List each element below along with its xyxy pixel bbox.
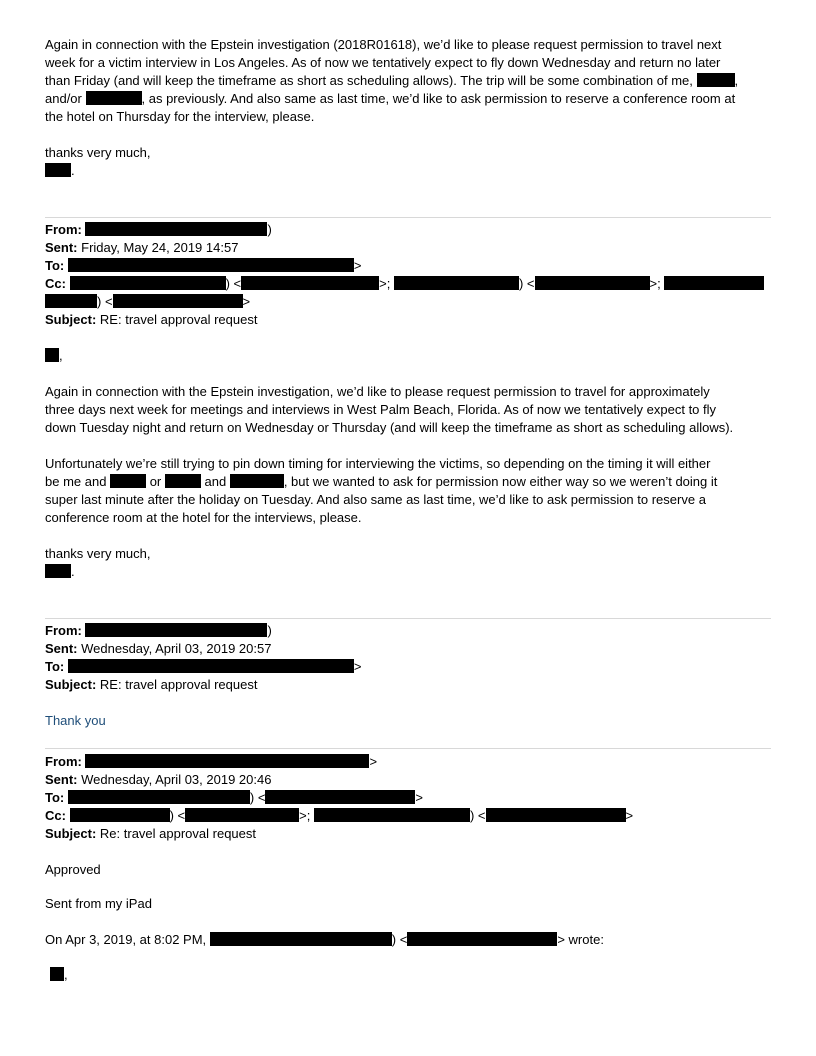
body-text: , <box>734 73 739 88</box>
body-text: > wrote: <box>557 932 604 947</box>
to-label: To: <box>45 258 65 273</box>
redaction-box <box>314 808 470 822</box>
body-text: and <box>204 474 227 489</box>
header-text: ) < <box>169 808 186 823</box>
sent-label: Sent: <box>45 240 78 255</box>
redaction-box <box>68 659 354 673</box>
header-sent <box>45 640 775 658</box>
body-line: the hotel on Thursday for the interview, please. <box>45 109 315 124</box>
header-to <box>45 789 775 807</box>
to-label: To: <box>45 659 65 674</box>
redaction-box <box>68 258 354 272</box>
email-body-2 <box>45 347 775 581</box>
redaction-box <box>113 294 243 308</box>
redaction-box <box>265 790 415 804</box>
header-text: > <box>353 258 362 273</box>
body-line: super last minute after the holiday on Tuesday. And also same as last time, we’d like to ask permission to reserve a <box>45 492 706 507</box>
sent-label: Sent: <box>45 772 78 787</box>
email-divider <box>45 748 771 749</box>
body-line: Approved <box>45 862 101 877</box>
header-subject <box>45 676 775 694</box>
cc-label: Cc: <box>45 808 66 823</box>
body-text: , <box>59 348 63 363</box>
header-text: > <box>353 659 362 674</box>
header-text: ) <box>267 623 272 638</box>
to-label: To: <box>45 790 65 805</box>
email-body-latest <box>45 36 775 180</box>
redaction-box <box>664 276 764 290</box>
header-text: > <box>625 808 634 823</box>
email-header-3 <box>45 753 775 843</box>
header-cc-cont <box>45 293 775 311</box>
email-signature <box>45 895 775 913</box>
redaction-box <box>697 73 735 87</box>
redaction-box <box>70 808 170 822</box>
subject-value: RE: travel approval request <box>99 312 258 327</box>
redaction-box <box>86 91 142 105</box>
redaction-box <box>241 276 379 290</box>
greeting-line <box>50 966 780 984</box>
redaction-box <box>85 623 267 637</box>
header-text: > <box>242 294 251 309</box>
blank-line <box>45 437 775 455</box>
header-subject <box>45 311 775 329</box>
body-line: Unfortunately we’re still trying to pin down timing for interviewing the victims, so depending on the timing it will either <box>45 456 711 471</box>
redaction-box <box>110 474 146 488</box>
body-text: . <box>71 163 75 178</box>
email-body-4 <box>45 861 775 879</box>
header-text: >; <box>299 808 311 823</box>
body-line: Sent from my iPad <box>45 896 152 911</box>
body-line <box>45 931 775 949</box>
header-text: ) < <box>225 276 242 291</box>
body-line: Thank you <box>45 713 106 728</box>
header-from <box>45 221 775 239</box>
body-text: or <box>149 474 162 489</box>
header-cc <box>45 807 775 825</box>
body-text: , <box>64 967 68 982</box>
body-text: , but we wanted to ask for permission now either way so we weren’t doing it <box>283 474 718 489</box>
email-divider <box>45 618 771 619</box>
body-line: conference room at the hotel for the interviews, please. <box>45 510 362 525</box>
body-line: down Tuesday night and return on Wednesday or Thursday (and will keep the timeframe as short as scheduling allows). <box>45 420 734 435</box>
header-subject <box>45 825 775 843</box>
body-line: Again in connection with the Epstein investigation, we’d like to please request permission to travel for approximately <box>45 384 710 399</box>
subject-label: Subject: <box>45 677 97 692</box>
header-text: > <box>369 754 378 769</box>
greeting-line <box>45 347 775 365</box>
body-text: , as previously. And also same as last time, we’d like to ask permission to reserve a conference room at <box>141 91 736 106</box>
redaction-box <box>394 276 519 290</box>
body-line <box>45 473 775 491</box>
redaction-box <box>407 932 557 946</box>
body-line: week for a victim interview in Los Angeles. As of now we tentatively expect to fly down Wednesday and return no later <box>45 55 721 70</box>
body-text: . <box>71 564 75 579</box>
redaction-box <box>85 222 267 236</box>
blank-line <box>45 527 775 545</box>
signature-line <box>45 162 775 180</box>
header-from <box>45 753 775 771</box>
redaction-box <box>68 790 250 804</box>
redaction-box <box>45 564 71 578</box>
header-text: ) < <box>97 294 113 309</box>
sent-label: Sent: <box>45 641 78 656</box>
from-label: From: <box>45 623 82 638</box>
redaction-box <box>185 808 299 822</box>
redaction-box <box>70 276 226 290</box>
header-text: ) < <box>249 790 266 805</box>
header-to <box>45 658 775 676</box>
header-sent <box>45 239 775 257</box>
from-label: From: <box>45 222 82 237</box>
redaction-box <box>45 348 59 362</box>
closing-line: thanks very much, <box>45 546 151 561</box>
body-text: and/or <box>45 91 82 106</box>
redaction-box <box>535 276 650 290</box>
email-header-2 <box>45 622 775 694</box>
header-from <box>45 622 775 640</box>
sent-value: Wednesday, April 03, 2019 20:46 <box>81 772 272 787</box>
quoted-greeting <box>50 966 780 984</box>
redaction-box <box>45 294 97 308</box>
redaction-box <box>486 808 626 822</box>
sent-value: Wednesday, April 03, 2019 20:57 <box>81 641 272 656</box>
redaction-box <box>230 474 284 488</box>
signature-line <box>45 563 775 581</box>
blank-line <box>45 126 775 144</box>
header-text: ) < <box>469 808 486 823</box>
email-header-1 <box>45 221 775 329</box>
header-to <box>45 257 775 275</box>
header-sent <box>45 771 775 789</box>
subject-value: Re: travel approval request <box>99 826 257 841</box>
subject-value: RE: travel approval request <box>99 677 258 692</box>
body-line <box>45 72 775 90</box>
redaction-box <box>85 754 369 768</box>
body-line <box>45 90 775 108</box>
quoted-attribution <box>45 931 775 949</box>
body-text: be me and <box>45 474 107 489</box>
closing-line: thanks very much, <box>45 145 151 160</box>
header-text: > <box>415 790 424 805</box>
redaction-box <box>165 474 201 488</box>
header-text: >; <box>379 276 391 291</box>
body-text: ) < <box>391 932 408 947</box>
cc-label: Cc: <box>45 276 66 291</box>
email-body-3 <box>45 712 775 730</box>
sent-value: Friday, May 24, 2019 14:57 <box>81 240 239 255</box>
email-divider <box>45 217 771 218</box>
subject-label: Subject: <box>45 826 97 841</box>
redaction-box <box>45 163 71 177</box>
blank-line <box>45 365 775 383</box>
header-text: ) < <box>518 276 535 291</box>
redaction-box <box>50 967 64 981</box>
body-text: than Friday (and will keep the timeframe as short as scheduling allows). The trip will be some combination of me, <box>45 73 693 88</box>
from-label: From: <box>45 754 82 769</box>
body-text: On Apr 3, 2019, at 8:02 PM, <box>45 932 207 947</box>
header-text: ) <box>267 222 272 237</box>
subject-label: Subject: <box>45 312 97 327</box>
redaction-box <box>210 932 392 946</box>
body-line: three days next week for meetings and interviews in West Palm Beach, Florida. As of now we tentatively expect to fly <box>45 402 717 417</box>
header-text: >; <box>649 276 661 291</box>
body-line: Again in connection with the Epstein investigation (2018R01618), we’d like to please request permission to travel next <box>45 37 722 52</box>
header-cc <box>45 275 775 293</box>
